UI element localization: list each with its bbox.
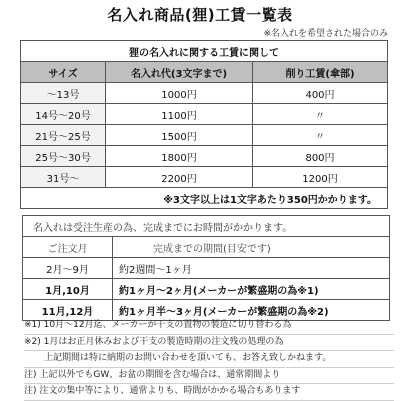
size-cell: 31号～	[21, 167, 106, 188]
shaving-fee-cell: 1200円	[253, 167, 388, 188]
size-cell: 25号～30号	[21, 146, 106, 167]
engraving-fee-cell: 1000円	[106, 83, 253, 104]
notes-section	[24, 318, 394, 401]
note-line: 注) 注文の集中等により、通常よりも、時間がかかる場合もあります	[24, 384, 394, 401]
shaving-fee-cell: 〃	[253, 125, 388, 146]
completion-period-cell: 約2週間～1ヶ月	[113, 258, 390, 279]
completion-period-cell: 約1ヶ月～2ヶ月(メーカーが繁盛期の為※1)	[113, 279, 390, 300]
header-order-month: ご注文月	[23, 237, 113, 258]
shaving-fee-cell: 400円	[253, 83, 388, 104]
shaving-fee-cell: 〃	[253, 104, 388, 125]
engraving-fee-cell: 1100円	[106, 104, 253, 125]
completion-period-cell: 約1ヶ月半～3ヶ月(メーカーが繁盛期の為※2)	[113, 300, 390, 321]
note-line: 注) 上記以外でもGW、お盆の期間を含む場合は、通常期間より	[24, 368, 394, 385]
order-month-cell: 11月,12月	[23, 300, 113, 321]
shaving-fee-cell: 800円	[253, 146, 388, 167]
note-line: ※2) 1月はお正月休みおよび干支の製造時期の注文残の処理の為	[24, 335, 394, 352]
note-line: 上記期間は特に納期のお問い合わせを頂いても、お答え致しかねます。	[24, 351, 394, 368]
header-engraving-fee: 名入れ代(3文字まで)	[106, 62, 253, 83]
engraving-fee-cell: 1800円	[106, 146, 253, 167]
schedule-table	[22, 215, 390, 321]
note-line: ※1) 10月～12月迄、メーカーが干支の置物の製造に切り替わる為	[24, 318, 394, 335]
price-table-footer: ※3文字以上は1文字あたり350円かかります。	[21, 188, 388, 209]
price-table	[20, 40, 388, 209]
engraving-fee-cell: 2200円	[106, 167, 253, 188]
order-month-cell: 1月,10月	[23, 279, 113, 300]
size-cell: ～13号	[21, 83, 106, 104]
size-cell: 21号～25号	[21, 125, 106, 146]
order-month-cell: 2月～9月	[23, 258, 113, 279]
header-completion-period: 完成までの期間(目安です)	[113, 237, 390, 258]
header-shaving-fee: 削り工賃(傘部)	[253, 62, 388, 83]
page-title: 名入れ商品(狸)工賃一覧表	[107, 6, 293, 24]
schedule-intro: 名入れは受注生産の為、完成までにお時間がかかります。	[23, 216, 390, 237]
engraving-fee-cell: 1500円	[106, 125, 253, 146]
price-table-caption: 狸の名入れに関する工賃に関して	[21, 41, 388, 62]
size-cell: 14号～20号	[21, 104, 106, 125]
header-size: サイズ	[21, 62, 106, 83]
subnote: ※名入れを希望された場合のみ	[263, 29, 388, 39]
